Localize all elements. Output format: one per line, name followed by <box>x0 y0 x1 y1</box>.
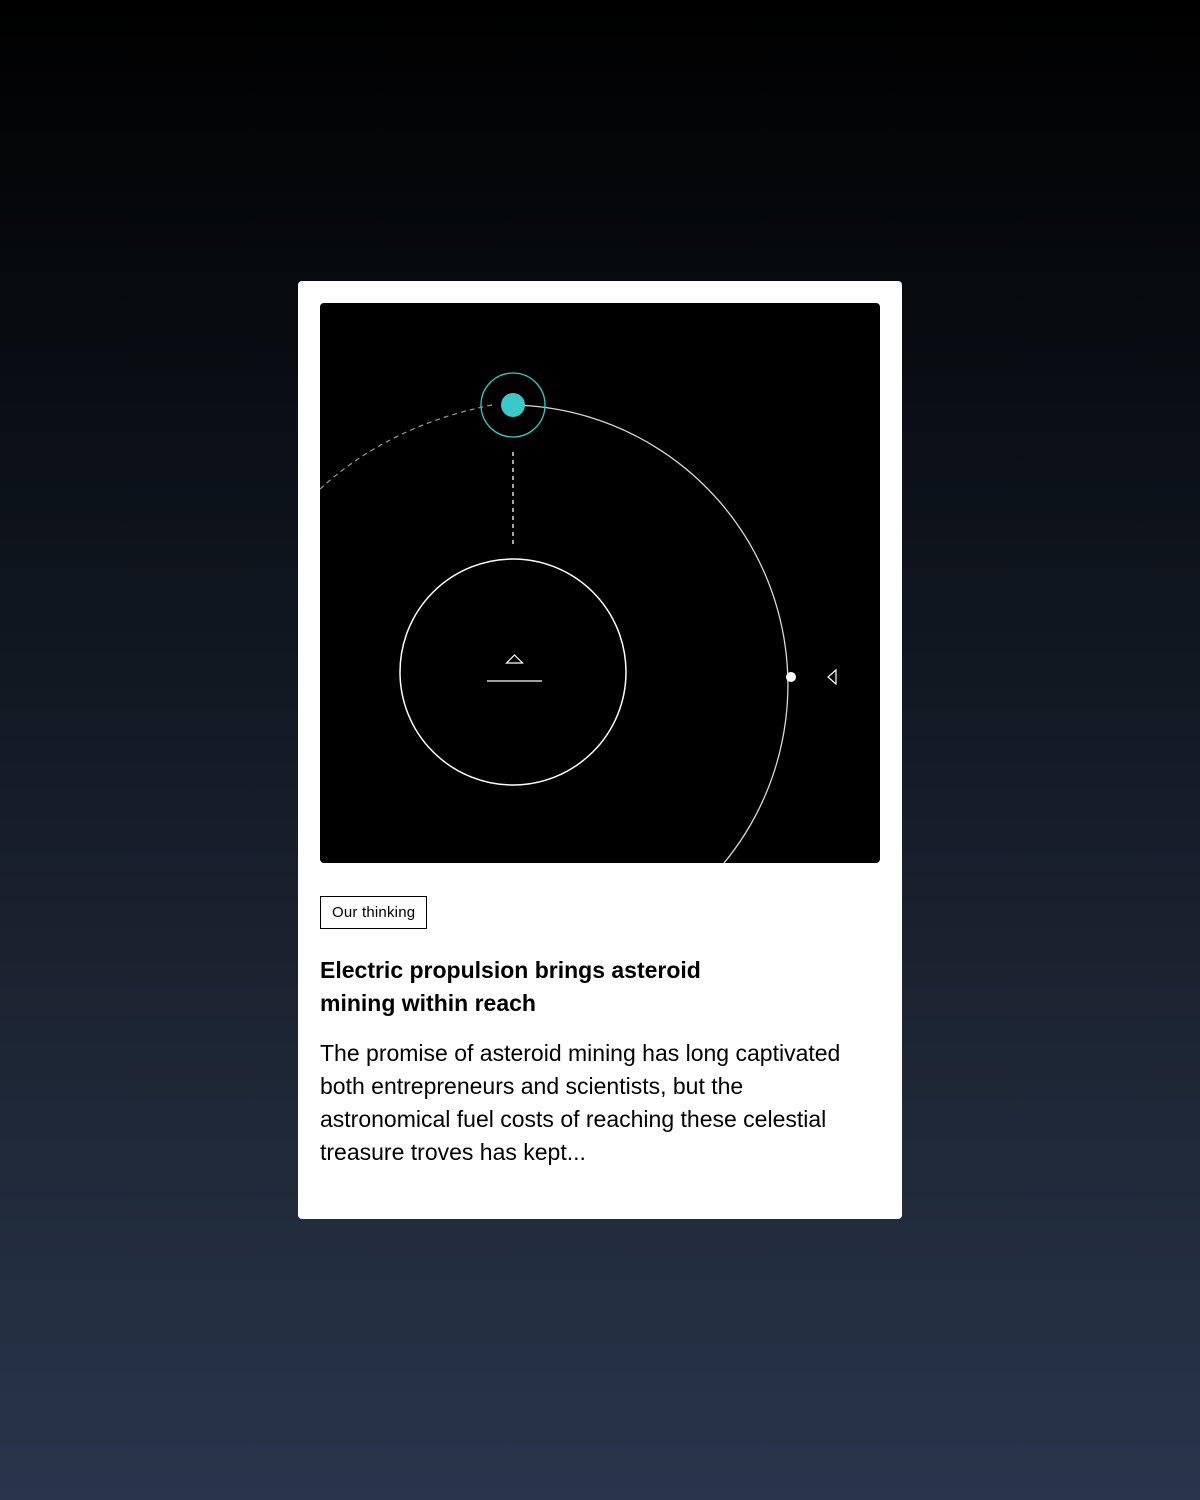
article-title[interactable]: Electric propulsion brings asteroid mining within reach <box>320 957 701 1016</box>
orbit-trail-dashed <box>320 405 492 489</box>
planet-circle <box>400 559 626 785</box>
direction-arrow-icon <box>828 670 836 684</box>
asteroid-dot <box>786 672 796 682</box>
orbit-arc <box>513 405 788 863</box>
spacecraft-dot <box>501 393 525 417</box>
category-tag[interactable]: Our thinking <box>320 896 427 929</box>
article-illustration[interactable] <box>320 303 880 863</box>
planet-triangle-icon <box>507 655 523 663</box>
article-card <box>298 281 902 1219</box>
orbit-diagram <box>320 303 880 863</box>
article-excerpt: The promise of asteroid mining has long captivated both entrepreneurs and scientists, but the astronomical fuel costs of reaching these celestial treasure troves has kept... <box>320 1040 841 1165</box>
